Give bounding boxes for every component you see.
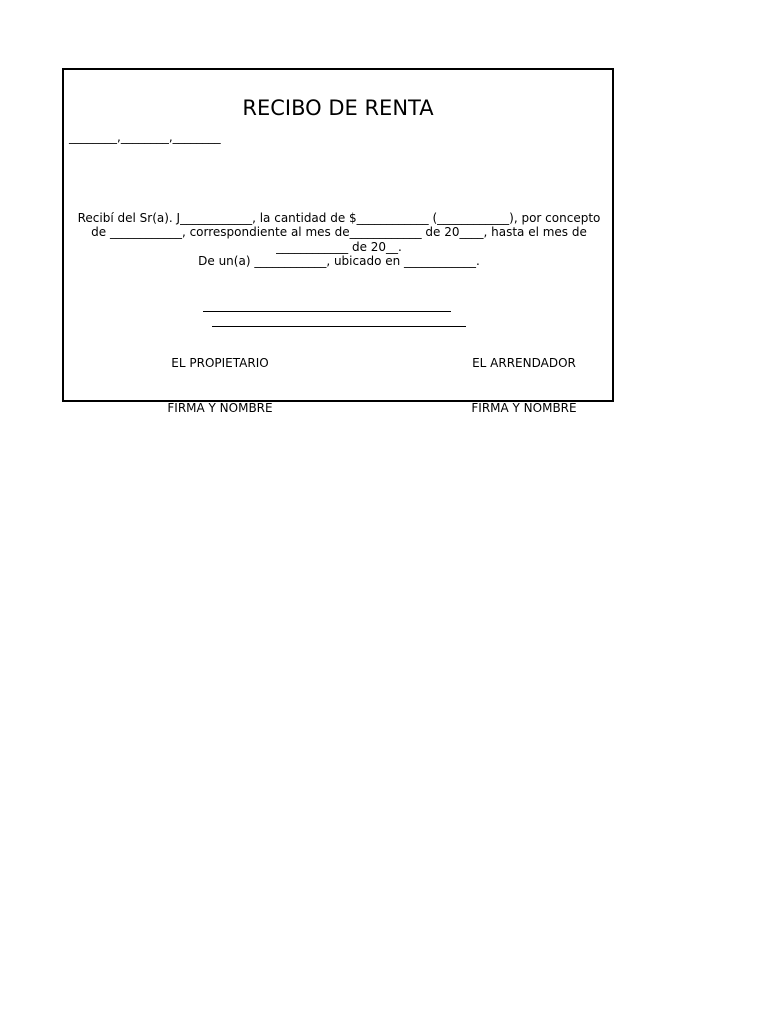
- rent-receipt-form: [62, 68, 614, 415]
- body-line-until: ____________ de 20__.: [276, 239, 402, 254]
- body-line-received: Recibí del Sr(a). J____________, la cantidad de $____________ (____________), por concepto: [77, 211, 601, 225]
- owner-signature-block: [160, 326, 280, 446]
- body-line-property: De un(a) ____________, ubicado en ____________.: [198, 253, 480, 268]
- tenant-signature-block: [459, 326, 589, 446]
- tenant-role-label: EL ARRENDADOR: [472, 356, 576, 370]
- tenant-signature-caption: FIRMA Y NOMBRE: [471, 401, 577, 415]
- owner-signature-caption: FIRMA Y NOMBRE: [167, 401, 273, 415]
- body-line-concept: de ____________, correspondiente al mes de____________ de 20____, hasta el mes de: [91, 225, 587, 240]
- signature-line-upper: [203, 311, 451, 312]
- date-blank-line: ________,________,________: [69, 130, 221, 144]
- receipt-body: [68, 211, 610, 268]
- owner-role-label: EL PROPIETARIO: [171, 356, 269, 370]
- receipt-title: RECIBO DE RENTA: [242, 96, 434, 120]
